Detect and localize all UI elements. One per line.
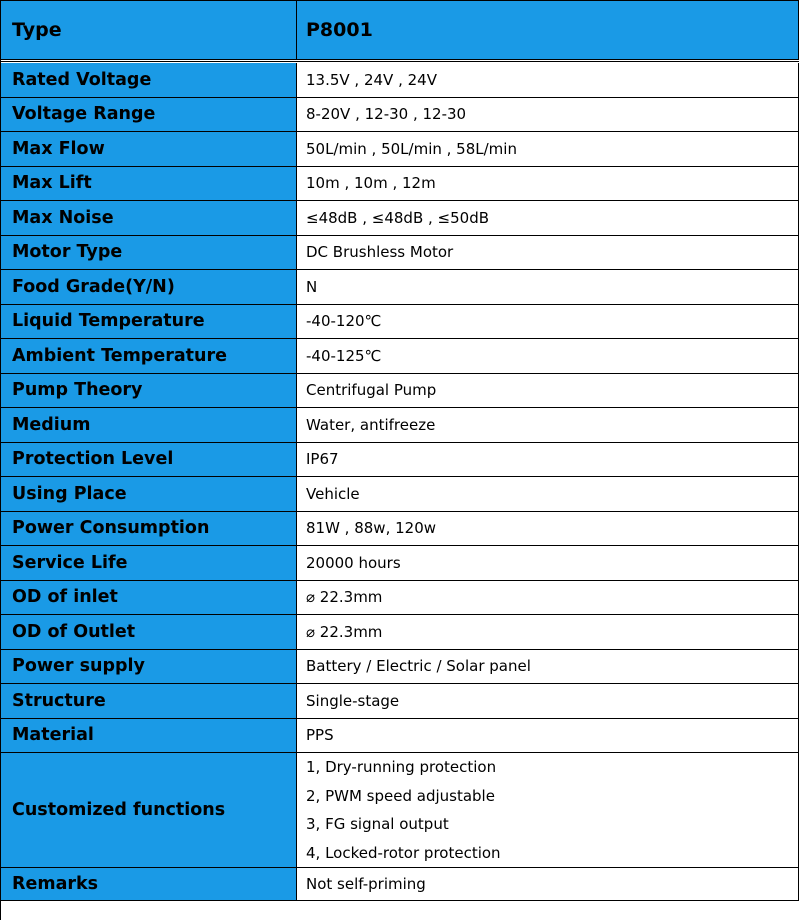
list-item: 1, Dry-running protection bbox=[306, 758, 497, 776]
table-row bbox=[1, 546, 799, 581]
table-row bbox=[1, 408, 799, 443]
table-row-remarks bbox=[1, 868, 799, 901]
table-row bbox=[1, 339, 799, 374]
custom-functions-list bbox=[297, 753, 799, 867]
list-item: 3, FG signal output bbox=[306, 815, 449, 833]
table-row bbox=[1, 236, 799, 271]
row-label: Protection Level bbox=[1, 443, 297, 477]
table-row-custom-functions bbox=[1, 753, 799, 868]
row-label: Liquid Temperature bbox=[1, 305, 297, 339]
row-value: IP67 bbox=[297, 443, 799, 477]
row-value: ⌀ 22.3mm bbox=[297, 581, 799, 615]
list-item: 4, Locked-rotor protection bbox=[306, 843, 501, 862]
row-value: DC Brushless Motor bbox=[297, 236, 799, 270]
table-row bbox=[1, 684, 799, 719]
header-label: Type bbox=[1, 1, 297, 59]
table-row bbox=[1, 374, 799, 409]
row-value: N bbox=[297, 270, 799, 304]
row-label: Material bbox=[1, 719, 297, 753]
row-value: PPS bbox=[297, 719, 799, 753]
table-row bbox=[1, 581, 799, 616]
table-row bbox=[1, 167, 799, 202]
row-label: Food Grade(Y/N) bbox=[1, 270, 297, 304]
row-value: ≤48dB , ≤48dB , ≤50dB bbox=[297, 201, 799, 235]
row-value: ⌀ 22.3mm bbox=[297, 615, 799, 649]
row-label: OD of inlet bbox=[1, 581, 297, 615]
row-label: Service Life bbox=[1, 546, 297, 580]
table-row bbox=[1, 615, 799, 650]
row-value: 20000 hours bbox=[297, 546, 799, 580]
row-label: Power supply bbox=[1, 650, 297, 684]
table-row bbox=[1, 443, 799, 478]
row-value: Single-stage bbox=[297, 684, 799, 718]
row-value: 81W , 88w, 120w bbox=[297, 512, 799, 546]
table-row bbox=[1, 98, 799, 133]
table-row bbox=[1, 719, 799, 754]
row-label: Max Flow bbox=[1, 132, 297, 166]
row-label: Ambient Temperature bbox=[1, 339, 297, 373]
row-value: 13.5V , 24V , 24V bbox=[297, 63, 799, 97]
table-row bbox=[1, 305, 799, 340]
table-header-row bbox=[1, 1, 799, 62]
row-value: -40-120℃ bbox=[297, 305, 799, 339]
row-label: Medium bbox=[1, 408, 297, 442]
row-label: OD of Outlet bbox=[1, 615, 297, 649]
row-label: Remarks bbox=[1, 868, 297, 900]
row-label: Using Place bbox=[1, 477, 297, 511]
row-value: Centrifugal Pump bbox=[297, 374, 799, 408]
row-label: Voltage Range bbox=[1, 98, 297, 132]
row-value: 10m , 10m , 12m bbox=[297, 167, 799, 201]
table-row bbox=[1, 477, 799, 512]
table-row bbox=[1, 63, 799, 98]
row-label: Rated Voltage bbox=[1, 63, 297, 97]
row-label: Pump Theory bbox=[1, 374, 297, 408]
table-row bbox=[1, 650, 799, 685]
row-label: Power Consumption bbox=[1, 512, 297, 546]
row-label: Customized functions bbox=[1, 753, 297, 867]
row-value: Vehicle bbox=[297, 477, 799, 511]
row-label: Max Noise bbox=[1, 201, 297, 235]
table-row bbox=[1, 512, 799, 547]
row-value: -40-125℃ bbox=[297, 339, 799, 373]
table-row bbox=[1, 270, 799, 305]
list-item: 2, PWM speed adjustable bbox=[306, 786, 495, 805]
row-value: Battery / Electric / Solar panel bbox=[297, 650, 799, 684]
table-row bbox=[1, 201, 799, 236]
row-value: Not self-priming bbox=[297, 868, 799, 900]
row-value: 50L/min , 50L/min , 58L/min bbox=[297, 132, 799, 166]
row-label: Structure bbox=[1, 684, 297, 718]
table-row bbox=[1, 132, 799, 167]
row-label: Max Lift bbox=[1, 167, 297, 201]
row-value: Water, antifreeze bbox=[297, 408, 799, 442]
header-value: P8001 bbox=[297, 1, 799, 59]
row-label: Motor Type bbox=[1, 236, 297, 270]
row-value: 8-20V , 12-30 , 12-30 bbox=[297, 98, 799, 132]
